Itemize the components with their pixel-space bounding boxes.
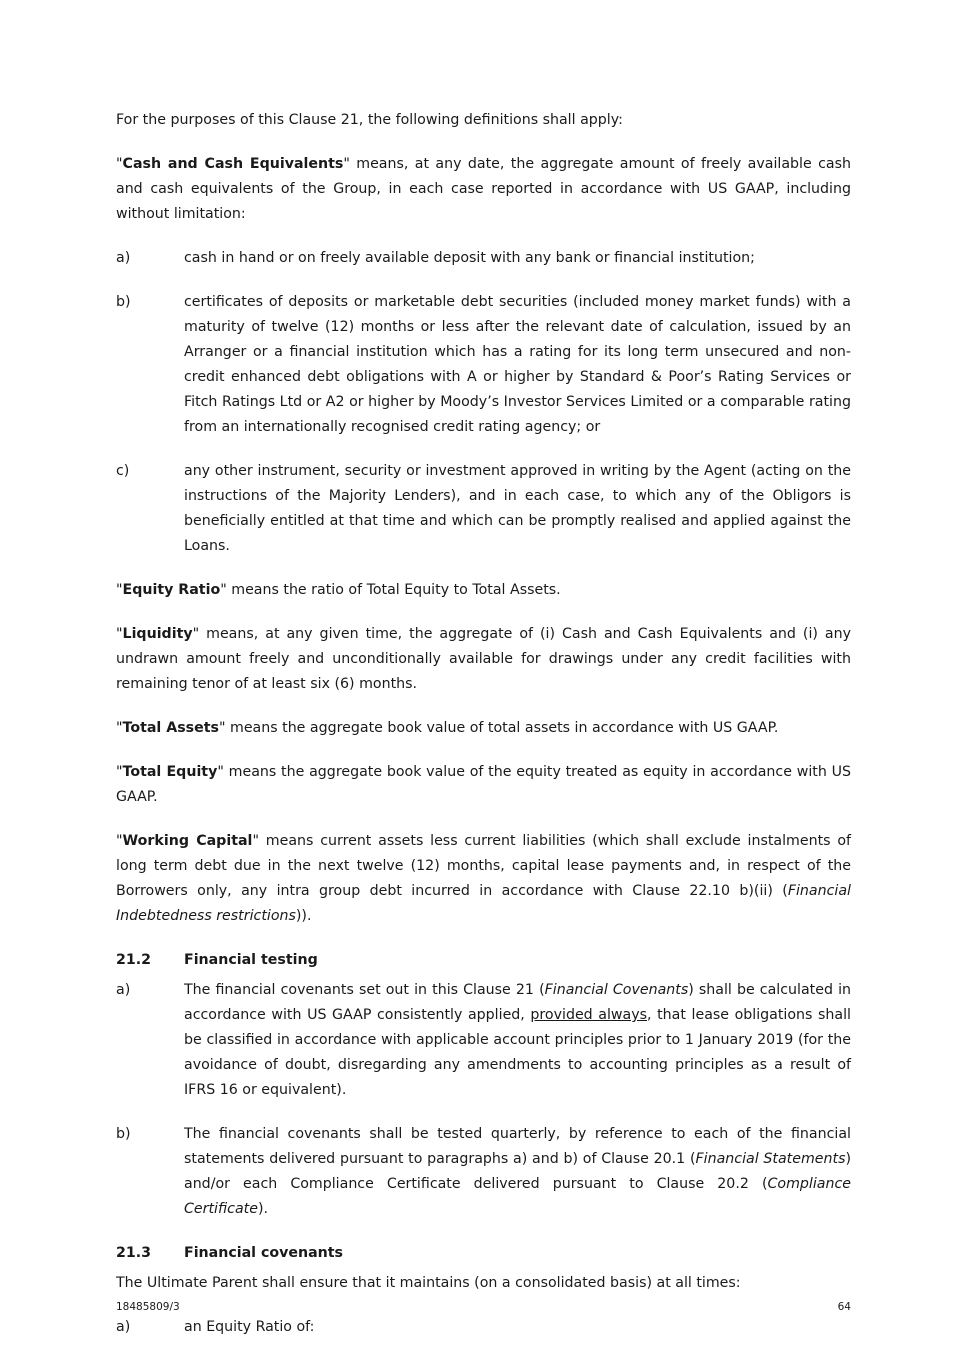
list-item-label: a) bbox=[116, 250, 131, 266]
page-number: 64 bbox=[837, 1301, 851, 1313]
list-item-label: b) bbox=[116, 294, 131, 310]
section-number: 21.2 bbox=[116, 952, 152, 968]
defined-term: Equity Ratio bbox=[122, 582, 221, 598]
list-item bbox=[116, 978, 851, 1103]
list-item bbox=[116, 1122, 851, 1222]
list-item bbox=[116, 1315, 851, 1340]
list-item-text: The financial covenants shall be tested quarterly, by reference to each of the financial statements delivered pursuant to paragraphs a) and b) of Clause 20.1 (Financial Statements) and/or each Compliance Certificate delivered pursuant to Clause 20.2 (Compliance Certificate). bbox=[184, 1126, 852, 1217]
section-heading-21-2 bbox=[116, 948, 851, 973]
document-page bbox=[116, 108, 851, 1359]
list-item bbox=[116, 459, 851, 559]
list-item-label: b) bbox=[116, 1126, 131, 1142]
list-item-text: certificates of deposits or marketable debt securities (included money market funds) with a maturity of twelve (12) months or less after the relevant date of calculation, issued by an Arranger or a financial institution which has a rating for its long term unsecured and non-credit enhanced debt obligations with A or higher by Standard & Poor’s Rating Services or Fitch Ratings Ltd or A2 or higher by Moody’s Investor Services Limited or a comparable rating from an internationally recognised credit rating agency; or bbox=[184, 294, 851, 435]
list-item-text: The financial covenants set out in this Clause 21 (Financial Covenants) shall be calculated in accordance with US GAAP consistently applied, provided always, that lease obligations shall be classified in accordance with applicable account principles prior to 1 January 2019 (for the avoidance of doubt, disregarding any amendments to accounting principles as a result of IFRS 16 or equivalent). bbox=[184, 982, 852, 1098]
definition-total-equity: "Total Equity" means the aggregate book value of the equity treated as equity in accordance with US GAAP. bbox=[116, 764, 851, 805]
list-item-text: an Equity Ratio of: bbox=[184, 1319, 315, 1335]
definition-working-capital: "Working Capital" means current assets less current liabilities (which shall exclude instalments of long term debt due in the next twelve (12) months, capital lease payments and, in respect of the Borrowers only, any intra group debt incurred in accordance with Clause 22.10 b)(ii) (Financial Indebtedness restrictions)). bbox=[116, 833, 852, 924]
list-item bbox=[116, 290, 851, 440]
list-item-text: any other instrument, security or investment approved in writing by the Agent (acting on the instructions of the Majority Lenders), and in each case, to which any of the Obligors is beneficially entitled at that time and which can be promptly realised and applied against the Loans. bbox=[184, 463, 851, 554]
defined-term: Total Equity bbox=[122, 764, 218, 780]
section-intro: The Ultimate Parent shall ensure that it maintains (on a consolidated basis) at all times: bbox=[116, 1275, 741, 1291]
defined-term: Cash and Cash Equivalents bbox=[122, 156, 344, 172]
definition-total-assets: "Total Assets" means the aggregate book value of total assets in accordance with US GAAP. bbox=[116, 720, 779, 736]
list-item-label: a) bbox=[116, 1319, 131, 1335]
intro-paragraph: For the purposes of this Clause 21, the following definitions shall apply: bbox=[116, 112, 623, 128]
list-item-label: a) bbox=[116, 982, 131, 998]
section-number: 21.3 bbox=[116, 1245, 152, 1261]
document-reference: 18485809/3 bbox=[116, 1301, 180, 1313]
defined-term: Working Capital bbox=[122, 833, 253, 849]
definition-liquidity: "Liquidity" means, at any given time, the aggregate of (i) Cash and Cash Equivalents and (i) any undrawn amount freely and unconditionally available for drawings under any credit facilities with remaining tenor of at least six (6) months. bbox=[116, 626, 851, 692]
list-item-label: c) bbox=[116, 463, 130, 479]
list-item bbox=[116, 246, 851, 271]
list-item-text: cash in hand or on freely available deposit with any bank or financial institution; bbox=[184, 250, 755, 266]
definition-equity-ratio: "Equity Ratio" means the ratio of Total Equity to Total Assets. bbox=[116, 582, 561, 598]
section-title: Financial testing bbox=[184, 952, 318, 968]
defined-term: Total Assets bbox=[122, 720, 219, 736]
defined-term: Liquidity bbox=[122, 626, 193, 642]
page-footer bbox=[116, 1301, 851, 1313]
section-title: Financial covenants bbox=[184, 1245, 344, 1261]
section-heading-21-3 bbox=[116, 1241, 851, 1266]
definition-cash-and-cash-equivalents: "Cash and Cash Equivalents" means, at any date, the aggregate amount of freely available cash and cash equivalents of the Group, in each case reported in accordance with US GAAP, including without limitation: bbox=[116, 156, 851, 222]
